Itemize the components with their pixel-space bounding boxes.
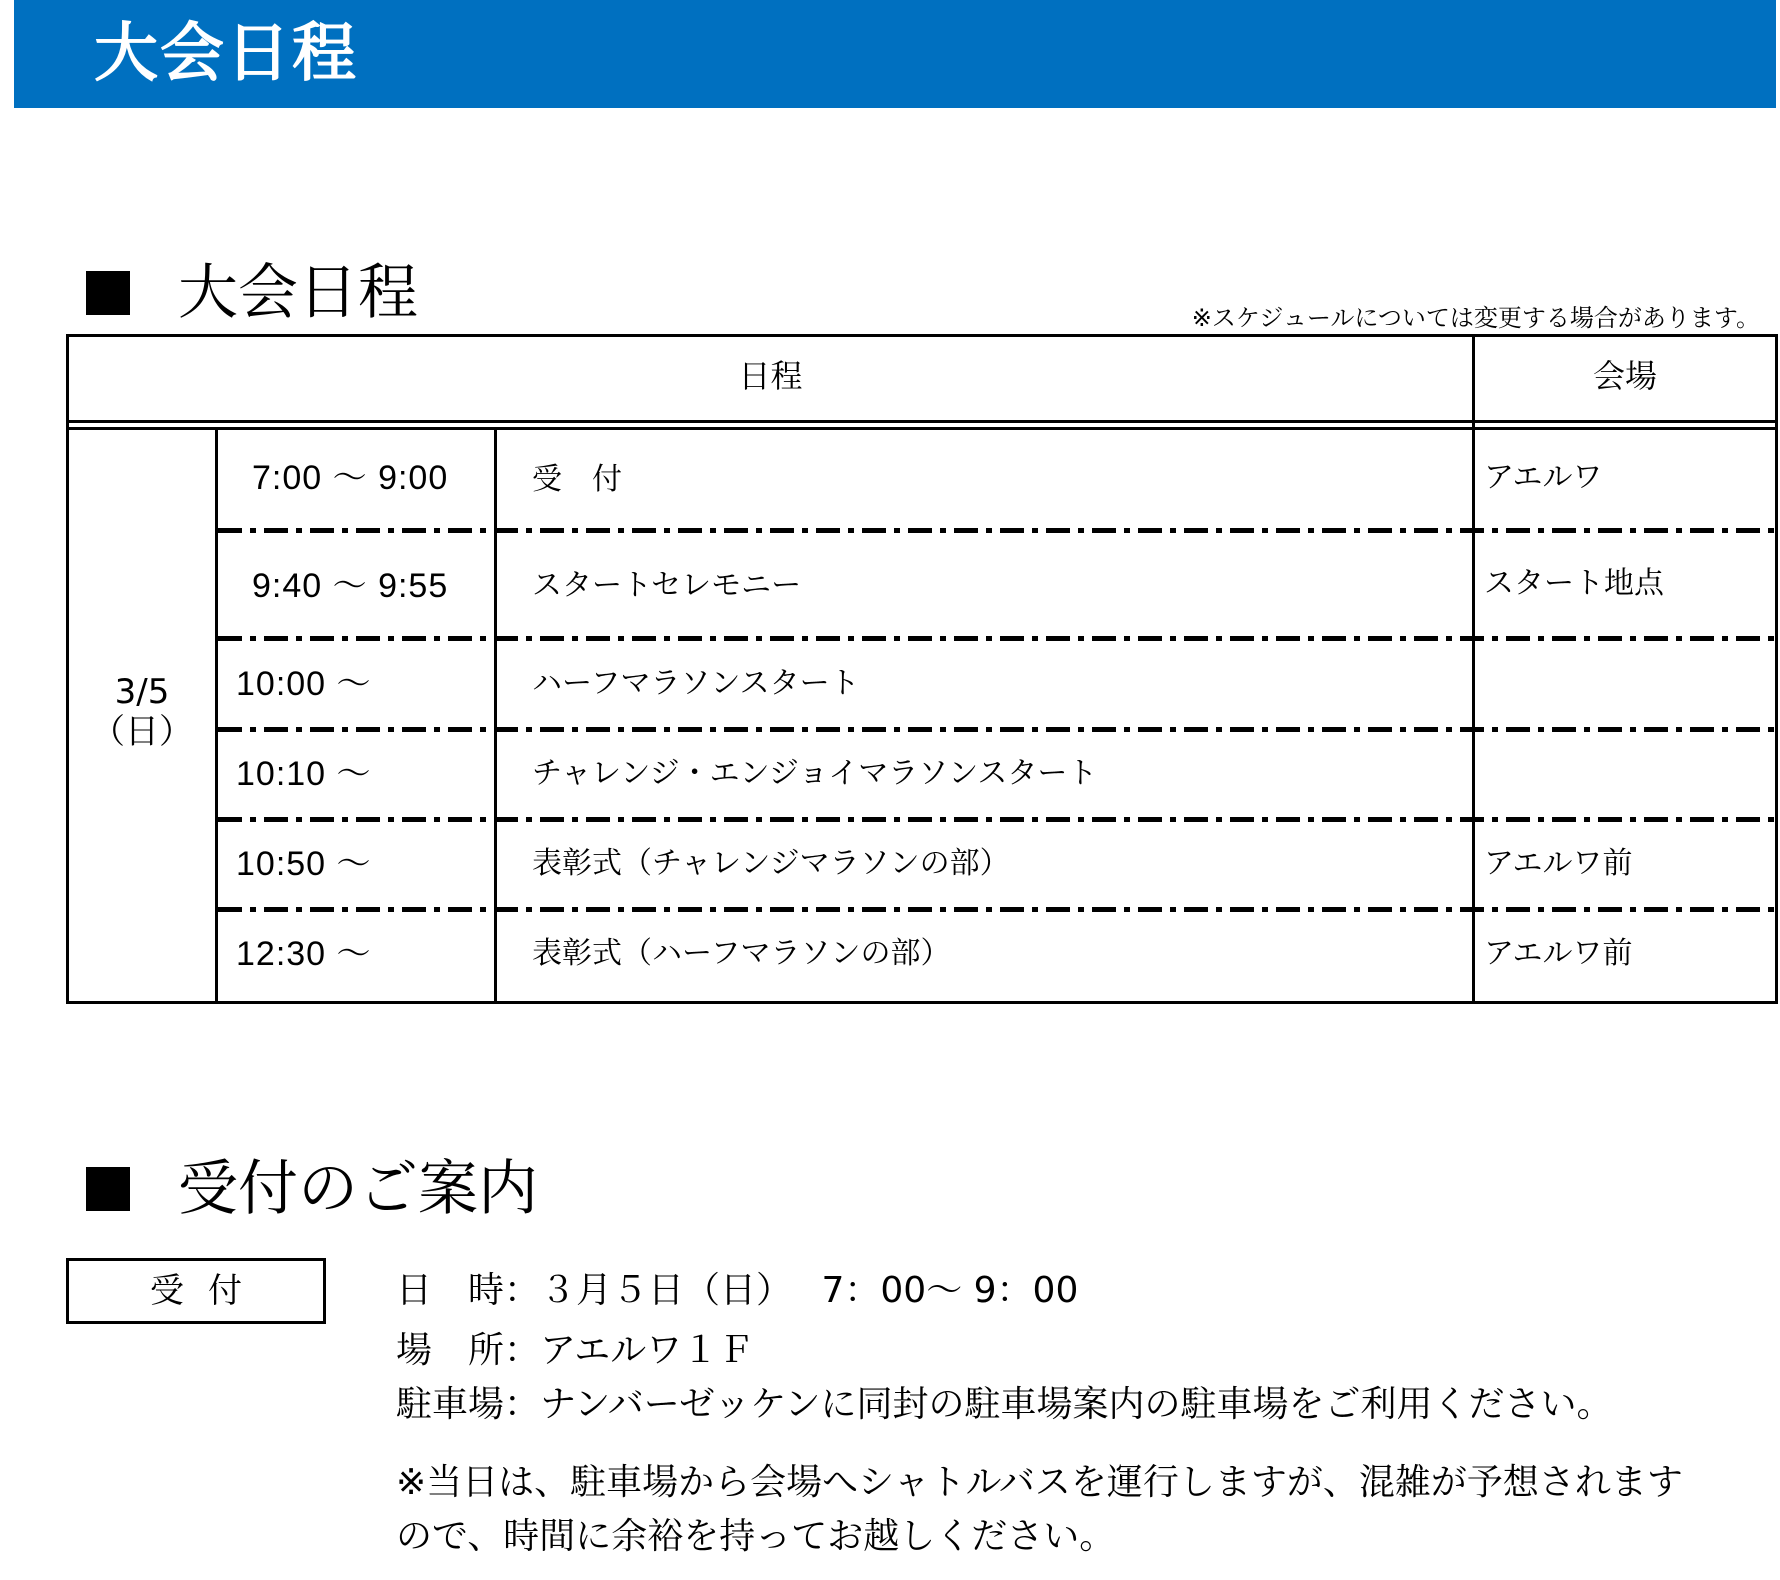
reception-place [396,1328,754,1374]
info-separator: ： [504,1330,541,1371]
reception-section-title-text: 受付のご案内 [178,1154,538,1224]
schedule-event: 表彰式（ハーフマラソンの部） [532,936,951,971]
schedule-event: 表彰式（チャレンジマラソンの部） [532,846,1010,881]
info-value: アエルワ１Ｆ [540,1330,755,1371]
schedule-event: チャレンジ・エンジョイマラソンスタート [532,756,1098,791]
header-banner [14,0,1776,108]
schedule-section-title [86,258,418,328]
schedule-event: スタートセレモニー [532,568,802,603]
schedule-venue: アエルワ前 [1484,936,1633,971]
banner-title: 大会日程 [94,17,358,91]
reception-datetime [396,1268,1078,1314]
info-separator: ： [504,1384,541,1425]
schedule-table [66,334,1778,1004]
info-separator: ： [504,1270,541,1311]
schedule-event: 受 付 [532,462,622,497]
shuttle-bus-notice: ※当日は、駐車場から会場へシャトルバスを運行しますが、混雑が予想されますので、時間に余裕を持ってお越しください。 [396,1462,1683,1557]
schedule-time: 9:40 ～ 9:55 [252,567,449,605]
schedule-time: 10:00 ～ [236,665,372,703]
schedule-venue: アエルワ前 [1484,846,1633,881]
info-value: ３月５日（日） 7：00～ 9：00 [540,1270,1079,1311]
header-venue: 会場 [1592,357,1657,395]
info-value: ナンバーゼッケンに同封の駐車場案内の駐車場をご利用ください。 [540,1384,1613,1425]
schedule-section-title-text: 大会日程 [178,258,418,328]
schedule-time: 12:30 ～ [236,935,372,973]
info-label: 日 時 [396,1270,505,1311]
event-date-weekday: （日） [91,712,193,752]
event-date [69,672,215,752]
reception-section-title [86,1154,538,1224]
schedule-change-note: ※スケジュールについては変更する場合があります。 [1191,304,1760,332]
schedule-event: ハーフマラソンスタート [532,666,860,701]
square-bullet-icon [86,1167,130,1211]
header-schedule: 日程 [738,357,803,395]
square-bullet-icon [86,271,130,315]
reception-label-box: 受付 [66,1258,326,1324]
info-label: 場 所 [396,1330,505,1371]
schedule-time: 10:10 ～ [236,755,372,793]
reception-parking [396,1382,1612,1428]
schedule-time: 10:50 ～ [236,845,372,883]
schedule-time: 7:00 ～ 9:00 [252,459,449,497]
schedule-venue: アエルワ [1484,460,1603,495]
info-label: 駐車場 [396,1384,505,1425]
schedule-venue: スタート地点 [1484,566,1664,601]
event-date-day: 3/5 [114,672,170,712]
